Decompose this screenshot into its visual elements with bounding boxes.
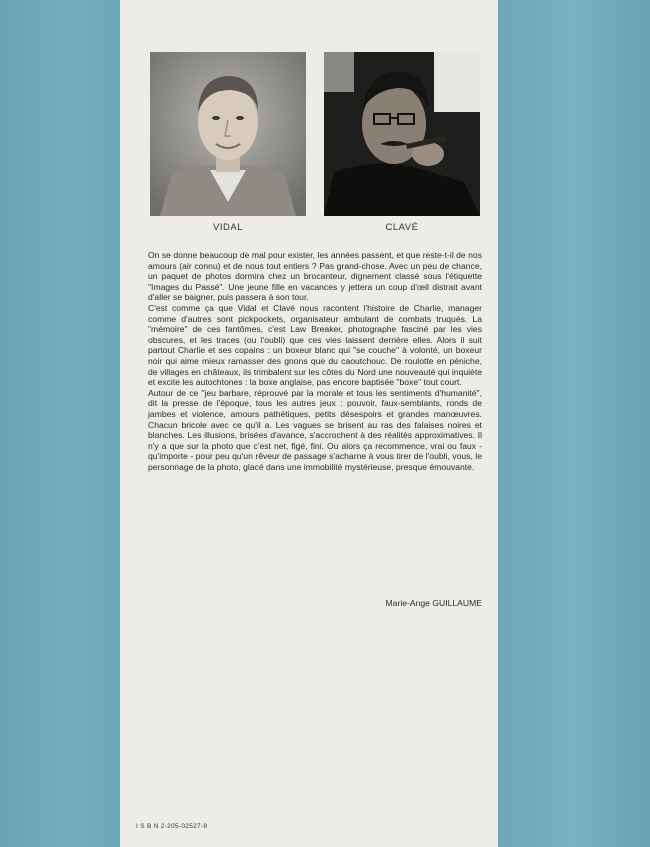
right-cover-band	[498, 0, 650, 847]
synopsis-paragraph: Autour de ce "jeu barbare, réprouvé par la morale et tous les sentiments d'humanité", dit la presse de l'époque, tous les autres jeux : pouvoir, faux-semblants, ronds de jambes et violence, amours pathétiques, petits désespoirs et grandes manœuvres. Chacun bricole avec ce qu'il a. Les vagues se brisent au ras des falaises noires et blanches. Les illusions, brisées d'avance, s'accrochent à des réalités approximatives. Il n'y a que sur la photo que c'est net, figé, fini. Ou alors ça recommence, vrai ou faux - qu'importe - pour peu qu'un rêveur de passage s'acharne à vous tirer de l'oubli, vous, le personnage de la photo, glacé dans une immobilité mystérieuse, presque émouvante.	[148, 387, 482, 472]
back-cover-panel	[120, 0, 498, 847]
vidal-caption: VIDAL	[213, 222, 243, 233]
clave-caption: CLAVÉ	[385, 222, 419, 233]
vidal-portrait-photo	[150, 52, 306, 216]
clave-portrait-photo	[324, 52, 480, 216]
left-cover-band	[0, 0, 120, 847]
author-signature: Marie-Ange GUILLAUME	[385, 598, 482, 608]
synopsis-paragraph: C'est comme ça que Vidal et Clavé nous racontent l'histoire de Charlie, manager comme d'autres sont pickpockets, organisateur ambulant de combats truqués. La "mémoire" de ces fantômes, c'est Law Breaker, photographe fasciné par les vies obscures, et les traces (ou l'oubli) que ces vies laissent derrière elles. Alors il suit partout Charlie et ses copains : un boxeur blanc qui "se couche" à volonté, un boxeur noir qui aime mieux ramasser des gnons que du caoutchouc. De roulotte en péniche, de villages en châteaux, ils trimbalent sur les côtes du Nord une nouveauté qui inquiète et excite les autochtones : la boxe anglaise, pas encore baptisée "boxe" tout court.	[148, 302, 482, 388]
synopsis-paragraph: On se donne beaucoup de mal pour exister, les années passent, et que reste-t-il de nos amours (air connu) et de nous tout entiers ? Pas grand-chose. Avec un peu de chance, un paquet de photos dormira chez un brocanteur, dignement classé sous l'étiquette "Images du Passé". Une jeune fille en vacances y jettera un coup d'œil distrait avant d'aller se baigner, puis passera à son tour.	[148, 250, 482, 303]
synopsis-text	[148, 250, 482, 472]
isbn-number: I S B N 2-205-02527-9	[136, 823, 208, 830]
